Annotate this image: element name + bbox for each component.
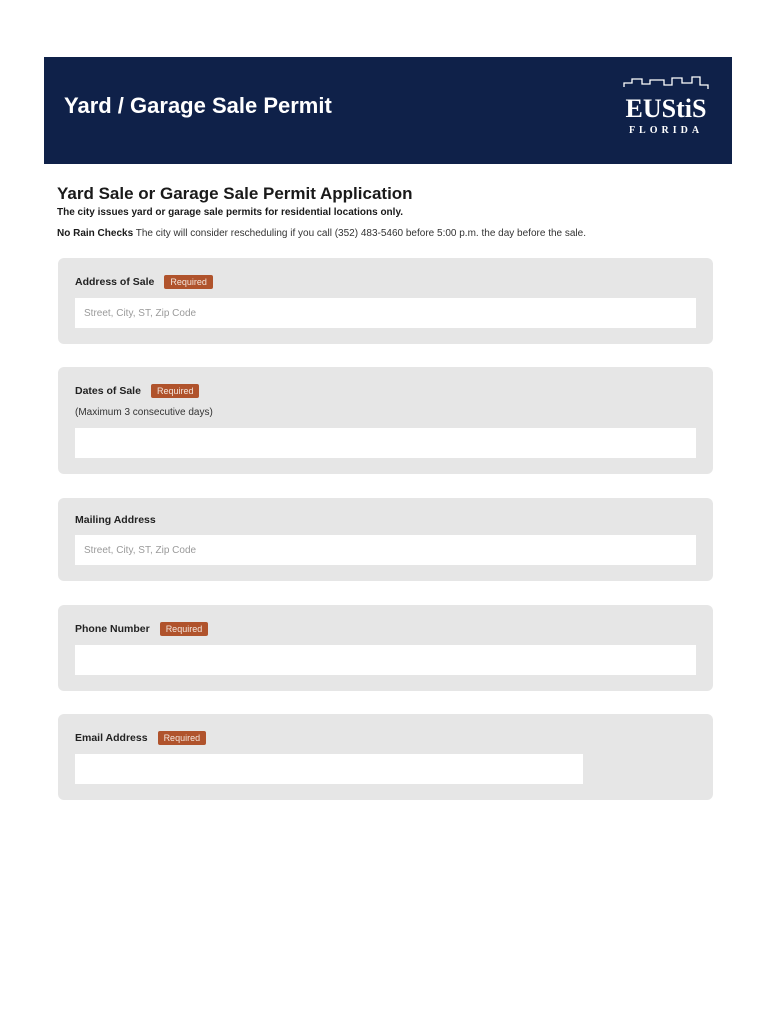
phone-number-label-row xyxy=(75,622,208,636)
email-address-label-row xyxy=(75,731,206,745)
dates-of-sale-hint: (Maximum 3 consecutive days) xyxy=(75,407,213,418)
dates-of-sale-input[interactable] xyxy=(75,428,696,458)
phone-number-label: Phone Number xyxy=(75,623,150,635)
rain-check-text: The city will consider rescheduling if you call (352) 483-5460 before 5:00 p.m. the day before the sale. xyxy=(133,228,586,239)
logo-subtext: FLORIDA xyxy=(628,125,704,136)
eustis-florida-logo xyxy=(620,75,712,147)
intro-section xyxy=(57,184,717,240)
rain-check-note xyxy=(57,227,717,240)
page-title: Yard / Garage Sale Permit xyxy=(64,93,332,118)
dates-of-sale-label-row xyxy=(75,384,199,398)
required-badge: Required xyxy=(151,384,200,398)
logo-wordmark: EUStiS xyxy=(625,94,707,123)
dates-of-sale-label: Dates of Sale xyxy=(75,385,141,397)
address-of-sale-label: Address of Sale xyxy=(75,276,155,288)
phone-number-card xyxy=(58,605,713,691)
form-subtitle: The city issues yard or garage sale permits for residential locations only. xyxy=(57,207,404,218)
address-of-sale-card xyxy=(58,258,713,344)
mailing-address-card xyxy=(58,498,713,581)
required-badge: Required xyxy=(160,622,209,636)
address-of-sale-input[interactable] xyxy=(75,298,696,328)
email-address-label: Email Address xyxy=(75,732,148,744)
mailing-address-input[interactable] xyxy=(75,535,696,565)
phone-number-input[interactable] xyxy=(75,645,696,675)
required-badge: Required xyxy=(158,731,207,745)
email-address-card xyxy=(58,714,713,800)
form-title: Yard Sale or Garage Sale Permit Application xyxy=(57,184,413,203)
page-header xyxy=(44,57,732,164)
required-badge: Required xyxy=(164,275,213,289)
mailing-address-label: Mailing Address xyxy=(75,514,156,526)
address-of-sale-label-row xyxy=(75,275,213,289)
dates-of-sale-card xyxy=(58,367,713,474)
rain-check-label: No Rain Checks xyxy=(57,228,134,239)
mailing-address-label-row xyxy=(75,514,156,526)
email-address-input[interactable] xyxy=(75,754,583,784)
